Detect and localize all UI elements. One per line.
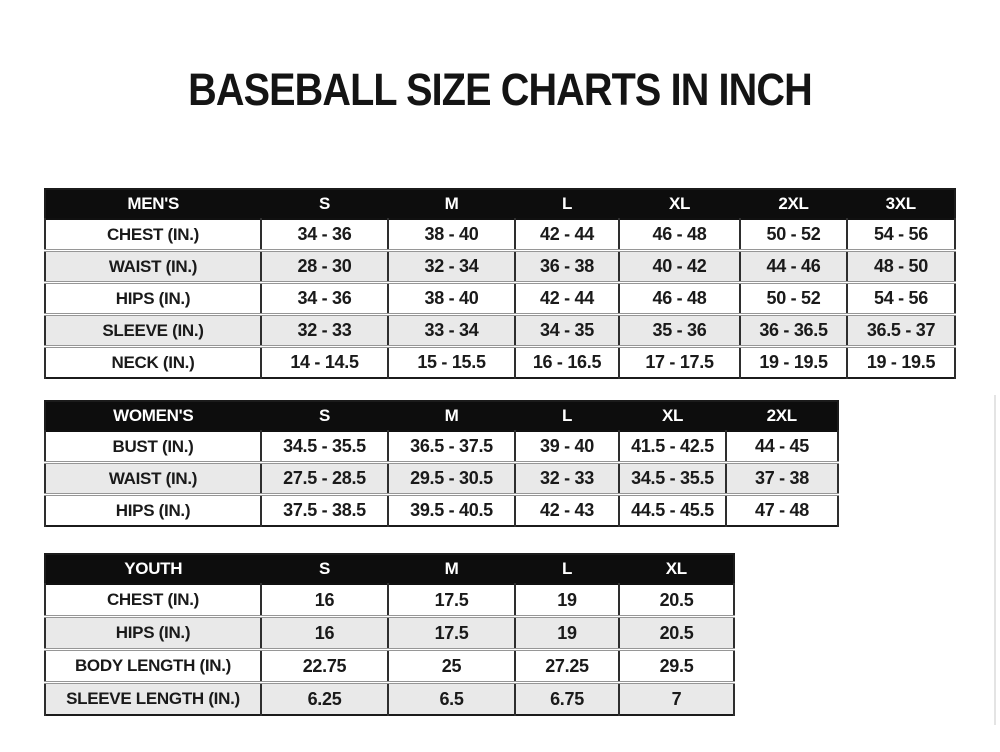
mens-size-column-header: 2XL: [740, 189, 847, 219]
table-row: [45, 431, 838, 463]
size-value-cell: 41.5 - 42.5: [619, 431, 726, 463]
youth-size-table: [44, 553, 735, 716]
size-value-cell: 20.5: [619, 617, 734, 650]
measurement-row-label: SLEEVE (IN.): [45, 315, 261, 347]
youth-size-column-header: L: [515, 554, 619, 584]
measurement-row-label: CHEST (IN.): [45, 584, 261, 617]
mens-size-column-header: XL: [619, 189, 740, 219]
size-value-cell: 19 - 19.5: [847, 347, 955, 379]
size-value-cell: 32 - 34: [388, 251, 515, 283]
youth-header-row: [45, 554, 734, 584]
size-value-cell: 20.5: [619, 584, 734, 617]
size-value-cell: 16: [261, 617, 388, 650]
size-value-cell: 36.5 - 37: [847, 315, 955, 347]
table-row: [45, 283, 955, 315]
size-value-cell: 35 - 36: [619, 315, 740, 347]
size-value-cell: 29.5: [619, 650, 734, 683]
womens-size-column-header: XL: [619, 401, 726, 431]
size-value-cell: 36 - 36.5: [740, 315, 847, 347]
size-value-cell: 36 - 38: [515, 251, 619, 283]
mens-size-column-header: 3XL: [847, 189, 955, 219]
youth-size-column-header: M: [388, 554, 515, 584]
size-value-cell: 38 - 40: [388, 283, 515, 315]
youth-size-column-header: XL: [619, 554, 734, 584]
size-value-cell: 6.25: [261, 683, 388, 716]
size-value-cell: 34.5 - 35.5: [619, 463, 726, 495]
measurement-row-label: SLEEVE LENGTH (IN.): [45, 683, 261, 716]
mens-size-table: [44, 188, 956, 379]
womens-size-column-header: S: [261, 401, 388, 431]
table-row: [45, 495, 838, 527]
measurement-row-label: HIPS (IN.): [45, 617, 261, 650]
size-value-cell: 17 - 17.5: [619, 347, 740, 379]
size-value-cell: 27.5 - 28.5: [261, 463, 388, 495]
size-value-cell: 42 - 44: [515, 283, 619, 315]
size-value-cell: 42 - 44: [515, 219, 619, 251]
table-row: [45, 315, 955, 347]
table-row: [45, 617, 734, 650]
measurement-row-label: WAIST (IN.): [45, 251, 261, 283]
size-value-cell: 37.5 - 38.5: [261, 495, 388, 527]
size-value-cell: 46 - 48: [619, 283, 740, 315]
womens-header-row: [45, 401, 838, 431]
size-value-cell: 32 - 33: [515, 463, 619, 495]
mens-size-column-header: M: [388, 189, 515, 219]
womens-size-column-header: L: [515, 401, 619, 431]
measurement-row-label: BODY LENGTH (IN.): [45, 650, 261, 683]
size-value-cell: 25: [388, 650, 515, 683]
womens-size-table: [44, 400, 839, 527]
size-value-cell: 50 - 52: [740, 219, 847, 251]
measurement-row-label: HIPS (IN.): [45, 283, 261, 315]
size-value-cell: 39.5 - 40.5: [388, 495, 515, 527]
womens-table-title: WOMEN'S: [45, 401, 261, 431]
size-value-cell: 42 - 43: [515, 495, 619, 527]
size-value-cell: 36.5 - 37.5: [388, 431, 515, 463]
size-value-cell: 17.5: [388, 584, 515, 617]
page-title: BASEBALL SIZE CHARTS IN INCH: [188, 64, 812, 115]
size-value-cell: 32 - 33: [261, 315, 388, 347]
size-value-cell: 29.5 - 30.5: [388, 463, 515, 495]
womens-size-column-header: M: [388, 401, 515, 431]
table-row: [45, 347, 955, 379]
size-value-cell: 6.75: [515, 683, 619, 716]
size-value-cell: 6.5: [388, 683, 515, 716]
size-value-cell: 17.5: [388, 617, 515, 650]
size-value-cell: 37 - 38: [726, 463, 838, 495]
size-value-cell: 34 - 35: [515, 315, 619, 347]
mens-size-column-header: L: [515, 189, 619, 219]
mens-header-row: [45, 189, 955, 219]
size-value-cell: 54 - 56: [847, 219, 955, 251]
size-value-cell: 48 - 50: [847, 251, 955, 283]
size-value-cell: 33 - 34: [388, 315, 515, 347]
table-row: [45, 650, 734, 683]
youth-size-column-header: S: [261, 554, 388, 584]
size-value-cell: 34.5 - 35.5: [261, 431, 388, 463]
size-value-cell: 44 - 45: [726, 431, 838, 463]
table-row: [45, 219, 955, 251]
table-row: [45, 463, 838, 495]
size-value-cell: 16: [261, 584, 388, 617]
size-value-cell: 47 - 48: [726, 495, 838, 527]
mens-table-title: MEN'S: [45, 189, 261, 219]
size-value-cell: 28 - 30: [261, 251, 388, 283]
size-value-cell: 40 - 42: [619, 251, 740, 283]
scan-edge-artifact: [994, 395, 996, 725]
measurement-row-label: WAIST (IN.): [45, 463, 261, 495]
size-value-cell: 7: [619, 683, 734, 716]
size-value-cell: 44.5 - 45.5: [619, 495, 726, 527]
size-value-cell: 22.75: [261, 650, 388, 683]
size-value-cell: 38 - 40: [388, 219, 515, 251]
size-value-cell: 46 - 48: [619, 219, 740, 251]
size-value-cell: 19: [515, 584, 619, 617]
mens-size-column-header: S: [261, 189, 388, 219]
size-value-cell: 14 - 14.5: [261, 347, 388, 379]
table-row: [45, 683, 734, 716]
youth-table-title: YOUTH: [45, 554, 261, 584]
size-value-cell: 15 - 15.5: [388, 347, 515, 379]
size-value-cell: 19: [515, 617, 619, 650]
size-value-cell: 50 - 52: [740, 283, 847, 315]
size-value-cell: 39 - 40: [515, 431, 619, 463]
table-row: [45, 584, 734, 617]
measurement-row-label: CHEST (IN.): [45, 219, 261, 251]
size-value-cell: 54 - 56: [847, 283, 955, 315]
size-value-cell: 34 - 36: [261, 283, 388, 315]
measurement-row-label: NECK (IN.): [45, 347, 261, 379]
size-value-cell: 19 - 19.5: [740, 347, 847, 379]
womens-size-column-header: 2XL: [726, 401, 838, 431]
measurement-row-label: HIPS (IN.): [45, 495, 261, 527]
table-row: [45, 251, 955, 283]
size-value-cell: 27.25: [515, 650, 619, 683]
measurement-row-label: BUST (IN.): [45, 431, 261, 463]
size-value-cell: 44 - 46: [740, 251, 847, 283]
size-value-cell: 16 - 16.5: [515, 347, 619, 379]
size-value-cell: 34 - 36: [261, 219, 388, 251]
